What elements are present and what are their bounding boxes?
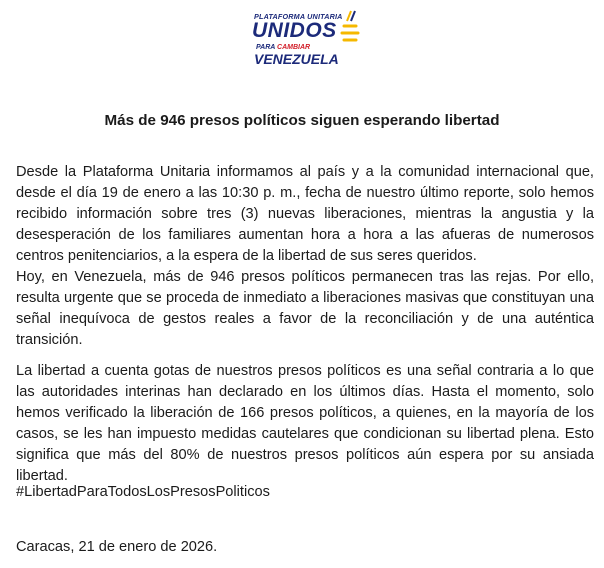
logo-flag-stripes-icon [344,10,358,22]
hashtag: #LibertadParaTodosLosPresosPoliticos [16,484,270,500]
paragraph-1: Desde la Plataforma Unitaria informamos al país y a la comunidad internacional que, desde el día 19 de enero a las 10:30 p. m., fecha de nuestro último reporte, solo hemos recibido información sobre tres (3) nuevas liberaciones, mientras la angustia y la desesperación de los familiares aumentan hora a hora a las afueras de numerosos centros penitenciarios, a la espera de la libertad de sus seres queridos. [16,164,594,264]
logo-para-text: PARA [256,44,276,51]
plataforma-unitaria-logo [252,10,362,76]
logo-top-text: PLATAFORMA UNITARIA [254,12,343,21]
logo-cambiar-text: CAMBIAR [277,44,311,51]
paragraph-2: Hoy, en Venezuela, más de 946 presos políticos permanecen tras las rejas. Por ello, resulta urgente que se proceda de inmediato a liberaciones masivas que constituyan una señal inequívoca de gestos reales a favor de la reconciliación y de una auténtica transición. [16,269,594,348]
paragraph-3: La libertad a cuenta gotas de nuestros presos políticos es una señal contraria a lo que las autoridades interinas han declarado en los últimos días. Hasta el momento, solo hemos verificado la liberación de 166 presos políticos, a quienes, en la mayoría de los casos, se les han impuesto medidas cautelares que condicionan su libertad plena. Esto significa que más del 80% de nuestros presos políticos aún espera por su ansiada libertad. [16,363,594,484]
logo-main-text: UNIDOS [252,19,337,42]
dateline: Caracas, 21 de enero de 2026. [16,539,218,555]
logo-motion-lines-icon [340,22,360,46]
logo-tagline [256,44,310,51]
document-title: Más de 946 presos políticos siguen esperando libertad [104,112,500,129]
logo-country-text: VENEZUELA [254,51,339,67]
